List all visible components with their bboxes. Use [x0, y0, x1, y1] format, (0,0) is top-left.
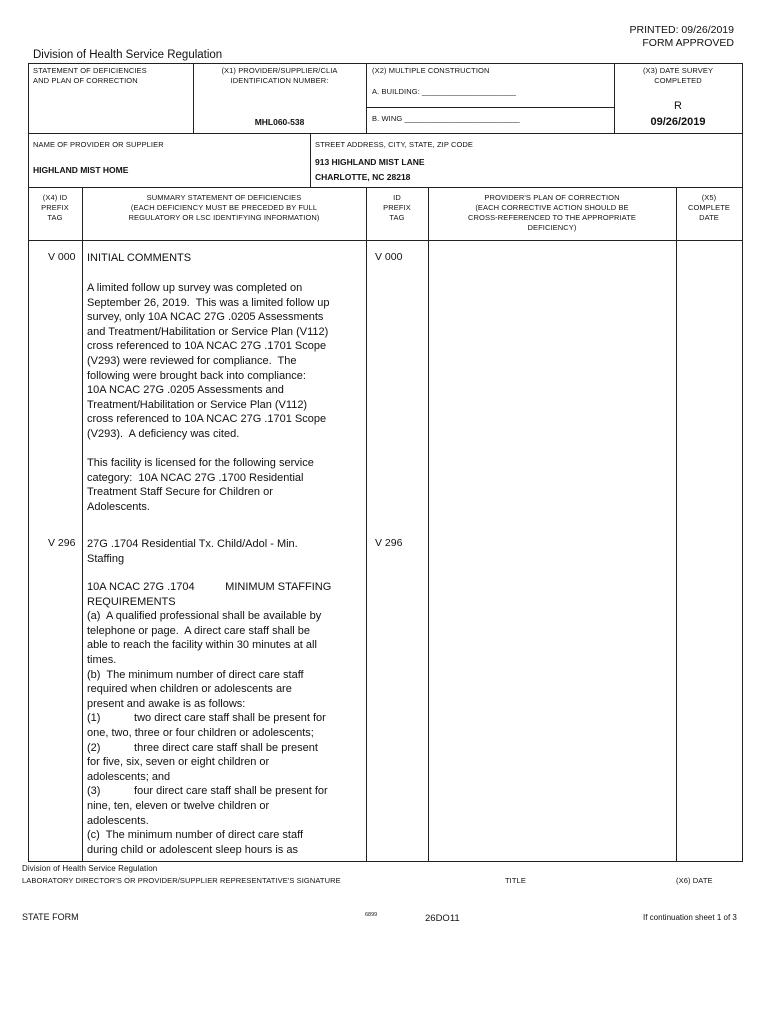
- form-approved: FORM APPROVED: [642, 37, 734, 49]
- x3-r: R: [674, 100, 682, 112]
- x3-label: (X3) DATE SURVEY COMPLETED: [642, 66, 714, 85]
- statement-label: STATEMENT OF DEFICIENCIES AND PLAN OF CORRECTION: [33, 66, 147, 85]
- city-state-zip: CHARLOTTE, NC 28218: [315, 172, 411, 182]
- entry-title: 27G .1704 Residential Tx. Child/Adol - Min. Staffing: [87, 538, 298, 565]
- state-form: STATE FORM: [22, 912, 79, 922]
- col-id: ID PREFIX TAG: [383, 193, 411, 222]
- wing-field: B. WING ___________________________: [372, 114, 520, 123]
- col-plan: PROVIDER'S PLAN OF CORRECTION (EACH CORRECTIVE ACTION SHOULD BE CROSS-REFERENCED TO THE APPROPRIATE DEFICIENCY): [468, 193, 636, 232]
- entry-text: A limited follow up survey was completed on September 26, 2019. This was a limited follow up survey, only 10A NCAC 27G .0205 Assessments and Treatment/Habilitation or Service Plan (V112) cross referenced to 10A NCAC 27G .1701 Scope (V293) were reviewed for compliance. The following were brought back into compliance: 10A NCAC 27G .0205 Assessments and Treatment/Habilitation or Service Plan (V112) cross referenced to 10A NCAC 27G .1701 Scope (V293). A deficiency was cited. This facility is licensed for the following service category: 10A NCAC 27G .1700 Residential Treatment Staff Secure for Children or Adolescents.: [87, 282, 330, 513]
- agency-title: Division of Health Service Regulation: [33, 49, 223, 61]
- x1-label: (X1) PROVIDER/SUPPLIER/CLIA IDENTIFICATION NUMBER:: [221, 66, 338, 85]
- form-id: 26DO11: [425, 913, 460, 924]
- entry-tag: V 296: [48, 537, 76, 549]
- col-x4: (X4) ID PREFIX TAG: [41, 193, 69, 222]
- signature-label: LABORATORY DIRECTOR'S OR PROVIDER/SUPPLIER REPRESENTATIVE'S SIGNATURE: [22, 876, 341, 885]
- header-right: [630, 24, 734, 50]
- footer-agency: Division of Health Service Regulation: [22, 864, 158, 873]
- entry-id-tag: V 000: [375, 251, 403, 263]
- provider-name: HIGHLAND MIST HOME: [33, 165, 129, 175]
- x1-value: MHL060-538: [254, 117, 305, 127]
- col-summary: SUMMARY STATEMENT OF DEFICIENCIES (EACH DEFICIENCY MUST BE PRECEDED BY FULL REGULATORY OR LSC IDENTIFYING INFORMATION): [128, 193, 320, 222]
- entry-title: INITIAL COMMENTS: [87, 252, 192, 264]
- printed-date: PRINTED: 09/26/2019: [629, 24, 734, 36]
- title-label: TITLE: [505, 876, 526, 885]
- building-field: A. BUILDING: ______________________: [372, 87, 517, 96]
- provider-name-label: NAME OF PROVIDER OR SUPPLIER: [33, 140, 164, 149]
- street-address: 913 HIGHLAND MIST LANE: [315, 157, 425, 167]
- entry-tag: V 000: [48, 251, 76, 263]
- address-label: STREET ADDRESS, CITY, STATE, ZIP CODE: [315, 140, 474, 149]
- x3-date: 09/26/2019: [650, 116, 706, 128]
- x6-date-label: (X6) DATE: [676, 876, 713, 885]
- entry-id-tag: V 296: [375, 537, 403, 549]
- form-code: 6899: [365, 912, 378, 918]
- col-x5: (X5) COMPLETE DATE: [687, 193, 731, 222]
- entry-text: 10A NCAC 27G .1704 MINIMUM STAFFING REQUIREMENTS (a) A qualified professional shall be available by telephone or page. A direct care staff shall be able to reach the facility within 30 minutes at all times. (b) The minimum number of direct care staff required when children or adolescents are present and awake is as follows: (1) two direct care staff shall be present for one, two, three or four children or adolescents; (2) three direct care staff shall be present for five, six, seven or eight children or adolescents; and (3) four direct care staff shall be present for nine, ten, eleven or twelve children or adolescents. (c) The minimum number of direct care staff during child or adolescent sleep hours is as: [87, 581, 332, 856]
- x2-label: (X2) MULTIPLE CONSTRUCTION: [372, 66, 490, 75]
- continuation-sheet: If continuation sheet 1 of 3: [643, 913, 737, 922]
